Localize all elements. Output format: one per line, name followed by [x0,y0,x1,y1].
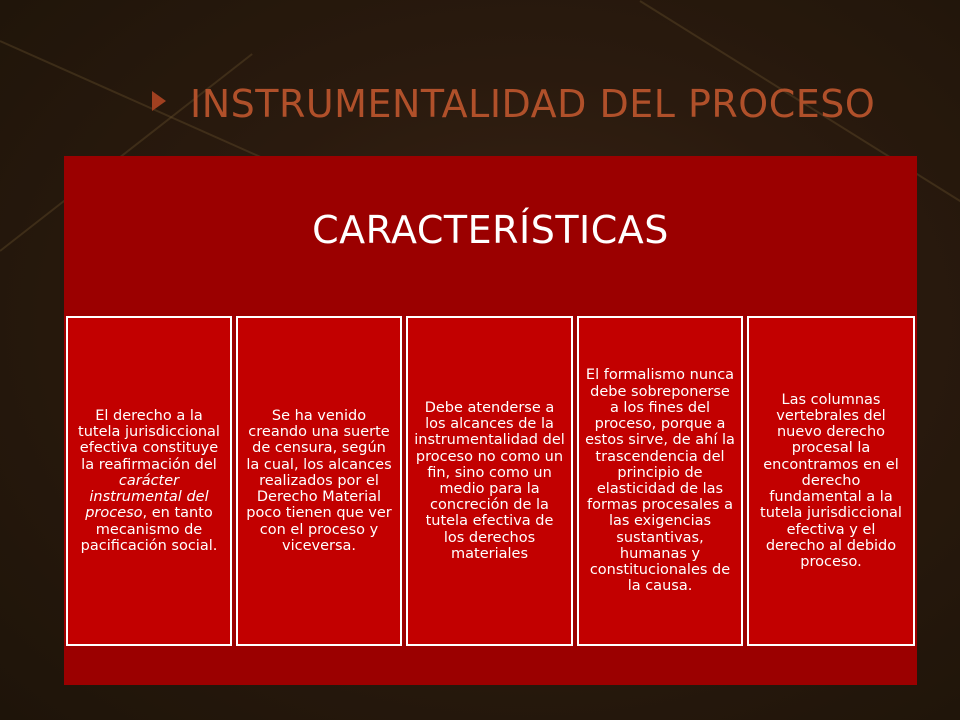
panel-header: CARACTERÍSTICAS [312,208,669,252]
card-4 [577,316,743,646]
card-1-text-start: El derecho a la tutela jurisdiccional efectiva constituye la reafirmación del [78,407,220,473]
card-3-text: Debe atenderse a los alcances de la instrumentalidad del proceso no como un fin, sino como un medio para la concreción de la tutela efectiva de los derechos materiales [414,399,565,562]
card-2-text: Se ha venido creando una suerte de censura, según la cual, los alcances realizados por el Derecho Material poco tienen que ver con el proceso y viceversa. [246,407,392,554]
cards-row [64,316,917,646]
characteristics-panel [64,156,917,685]
card-1 [66,316,232,646]
card-1-text-end: , en tanto mecanismo de pacificación social. [80,505,218,554]
card-4-text: El formalismo nunca debe sobreponerse a los fines del proceso, porque a estos sirve, de ahí la trascendencia del principio de elasticidad de las formas procesales a las exigencias sustantivas, humanas y constitucionales de la causa. [585,367,735,595]
card-5 [747,316,915,646]
arrow-right-icon [152,91,166,111]
card-5-text: Las columnas vertebrales del nuevo derecho procesal la encontramos en el derecho fundamental a la tutela jurisdiccional efectiva y el derecho al debido proceso. [760,391,902,571]
card-1-text [74,408,224,554]
card-2 [236,316,402,646]
slide-title: INSTRUMENTALIDAD DEL PROCESO [190,82,876,126]
card-1-emphasis: carácter instrumental del proceso [85,472,209,522]
card-3 [406,316,573,646]
